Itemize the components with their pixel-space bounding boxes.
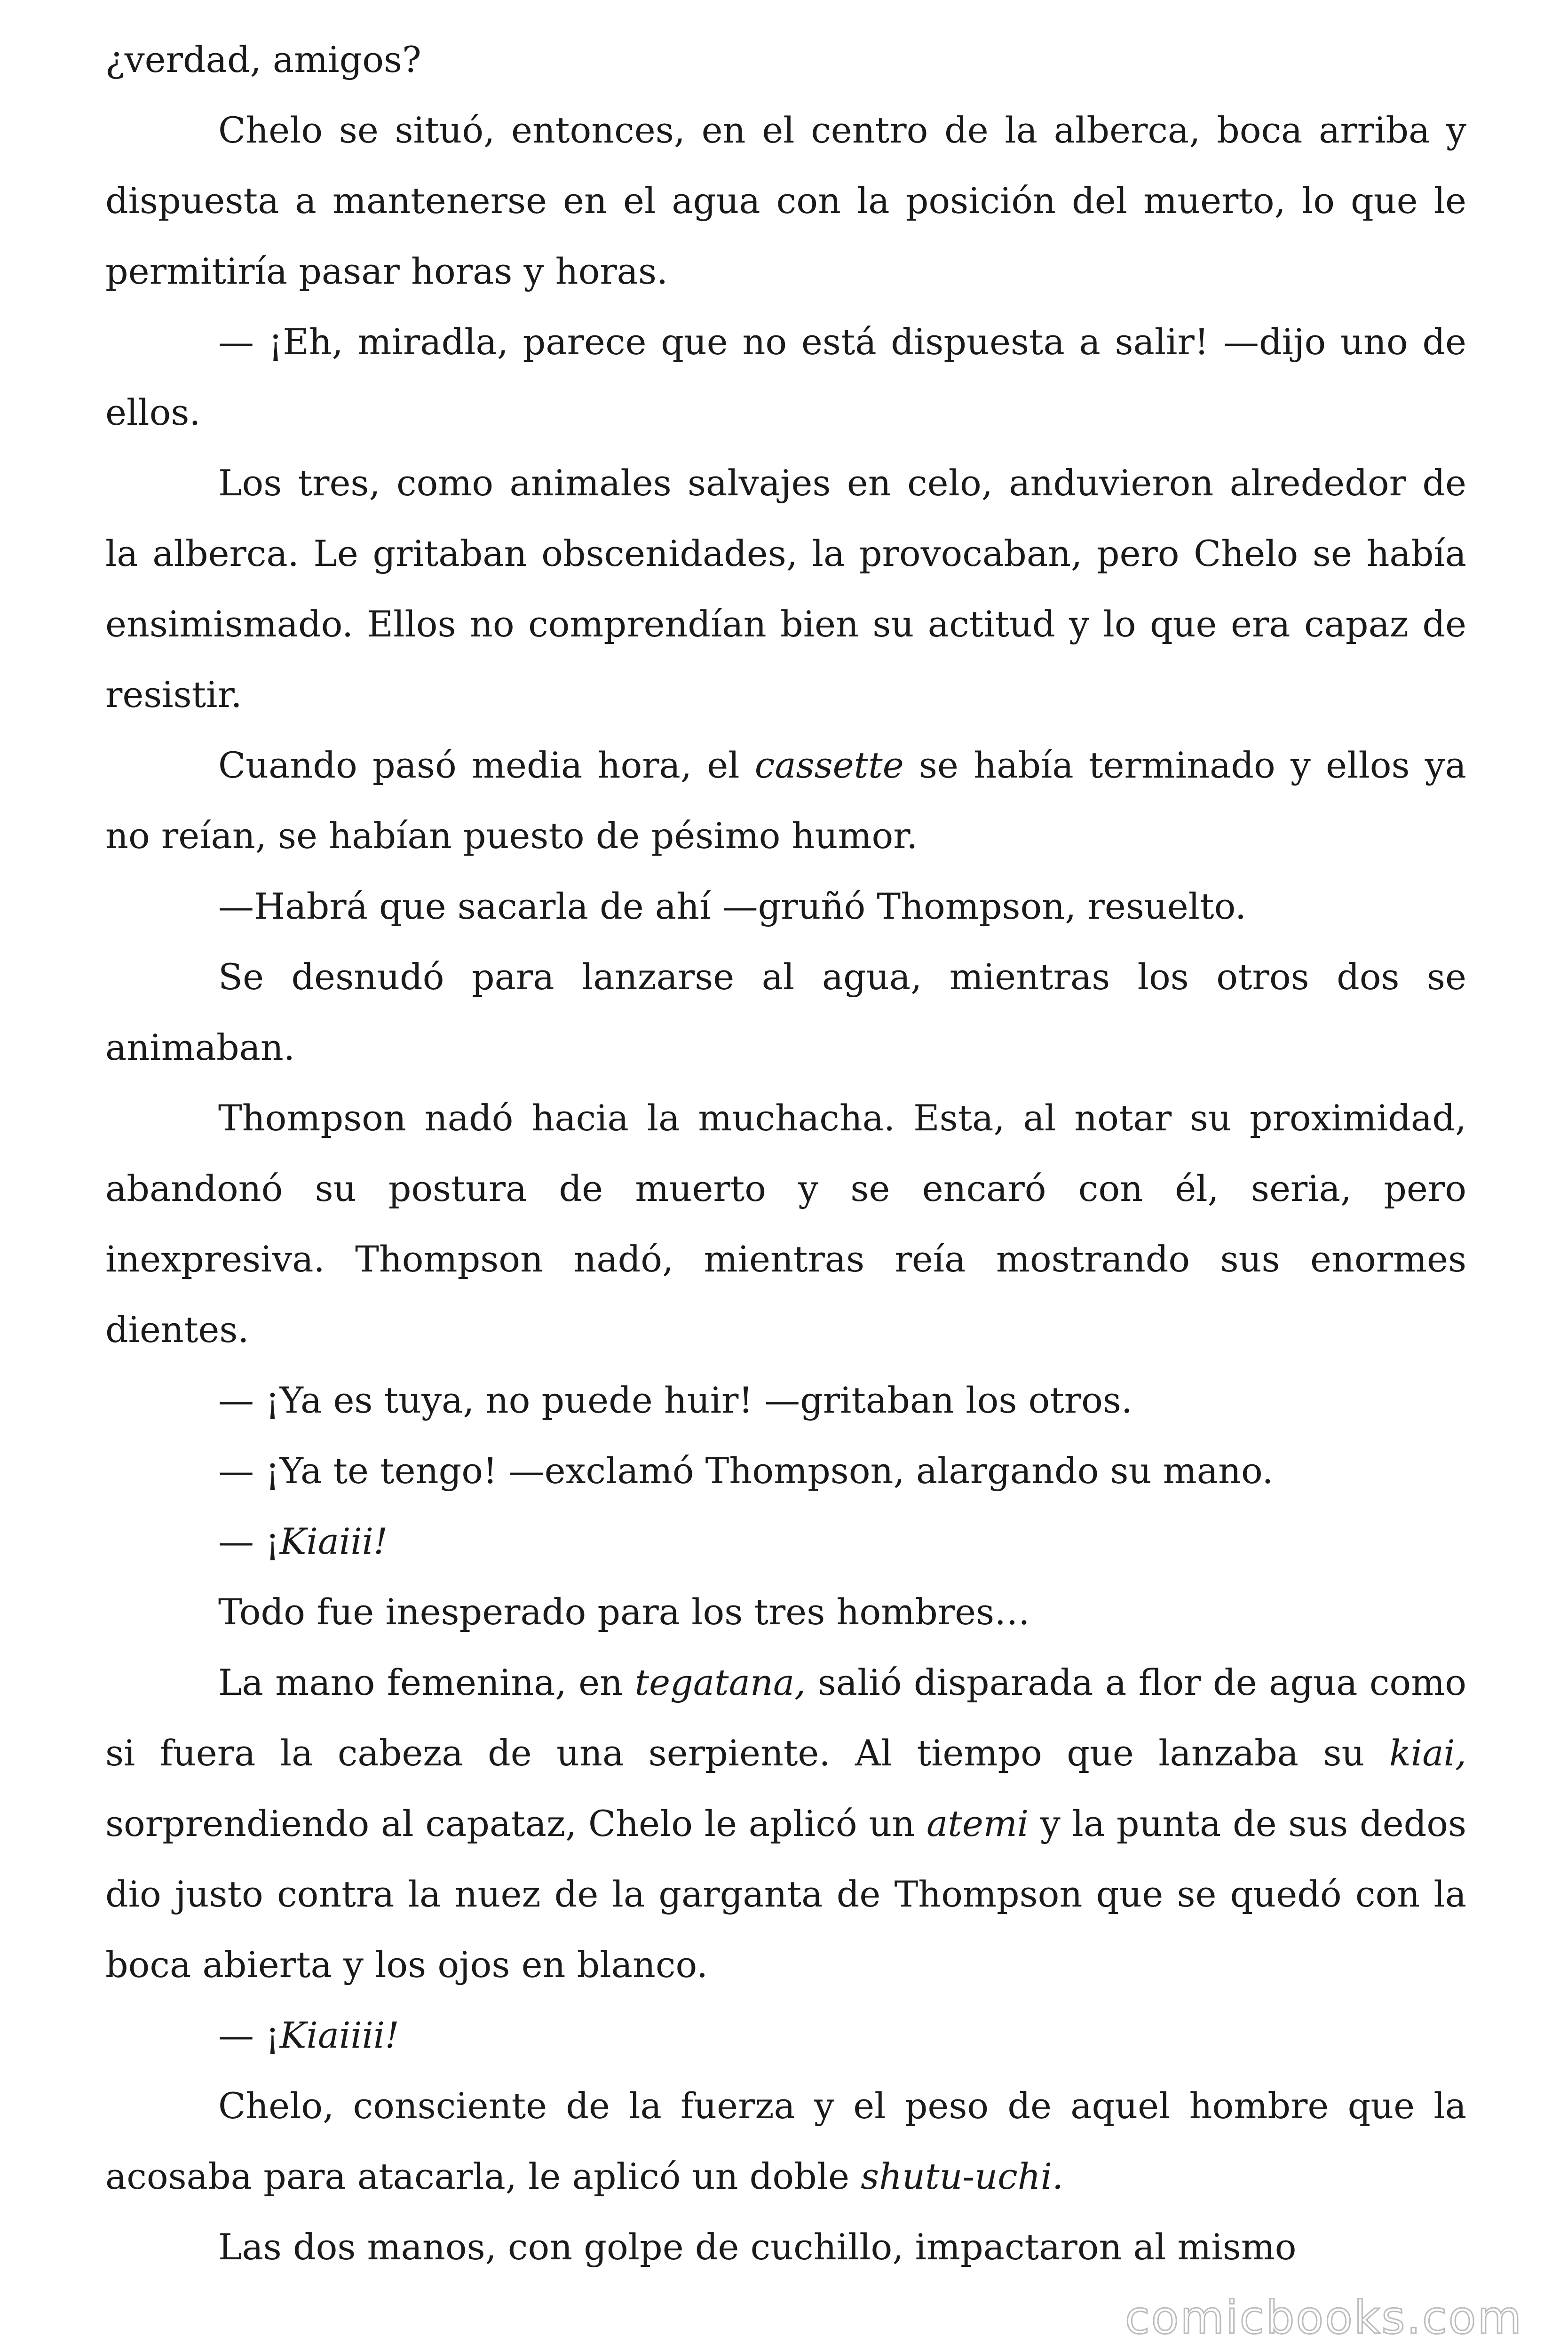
paragraph xyxy=(105,1577,1466,1647)
text-span: — ¡ xyxy=(218,1520,280,1562)
paragraph xyxy=(105,1506,1466,1577)
text-span: — ¡Eh, miradla, parece que no está dispuesta a salir! —dijo uno de ellos. xyxy=(105,321,1466,433)
text-span: Thompson nadó hacia la muchacha. Esta, al notar su proximidad, abandonó su postura de muerto y se encaró con él, seria, pero inexpresiva. Thompson nadó, mientras reía mostrando sus enormes dientes. xyxy=(105,1097,1466,1351)
paragraph xyxy=(105,1647,1466,2000)
paragraph xyxy=(105,2212,1466,2282)
text-span: Chelo, consciente de la fuerza y el peso de aquel hombre que la acosaba para atacarla, le aplicó un doble xyxy=(105,2085,1466,2197)
text-span: Se desnudó para lanzarse al agua, mientras los otros dos se animaban. xyxy=(105,956,1466,1068)
text-span: salió disparada a flor de agua como si fuera la cabeza de una serpiente. Al tiempo que lanzaba su xyxy=(105,1661,1467,1774)
text-span: —Habrá que sacarla de ahí —gruñó Thompson, resuelto. xyxy=(218,885,1247,927)
text-span: y la punta de sus dedos dio justo contra la nuez de la garganta de Thompson que se quedó con la boca abierta y los ojos en blanco. xyxy=(105,1803,1466,1986)
body-text xyxy=(105,24,1466,2282)
paragraph xyxy=(105,95,1466,307)
text-span: ¿verdad, amigos? xyxy=(105,39,421,80)
text-span: La mano femenina, en xyxy=(218,1661,635,1703)
text-span: sorprendiendo al capataz, Chelo le aplicó un xyxy=(105,1803,927,1844)
italic-text-span: shutu-uchi. xyxy=(861,2155,1064,2197)
italic-text-span: kiai, xyxy=(1389,1732,1466,1774)
italic-text-span: cassette xyxy=(754,744,904,786)
paragraph xyxy=(105,2071,1466,2212)
paragraph xyxy=(105,307,1466,448)
text-span: se había terminado y ellos ya no reían, se habían puesto de pésimo humor. xyxy=(105,744,1466,857)
italic-text-span: tegatana, xyxy=(634,1661,806,1703)
paragraph xyxy=(105,871,1466,942)
paragraph xyxy=(105,942,1466,1083)
text-span: Chelo se situó, entonces, en el centro de la alberca, boca arriba y dispuesta a mantenerse en el agua con la posición del muerto, lo que le permitiría pasar horas y horas. xyxy=(105,109,1466,292)
text-span: Cuando pasó media hora, el xyxy=(218,744,755,786)
italic-text-span: atemi xyxy=(926,1803,1029,1844)
paragraph xyxy=(105,1365,1466,1436)
paragraph xyxy=(105,1083,1466,1365)
watermark: comicbooks.com xyxy=(1125,2291,1523,2344)
paragraph xyxy=(105,1436,1466,1506)
text-span: — ¡ xyxy=(218,2014,280,2056)
italic-text-span: Kiaiii! xyxy=(279,1520,388,1562)
text-span: Todo fue inesperado para los tres hombres… xyxy=(218,1591,1030,1633)
italic-text-span: Kiaiiii! xyxy=(279,2014,399,2056)
paragraph xyxy=(105,448,1466,730)
paragraph xyxy=(105,24,1466,95)
paragraph xyxy=(105,730,1466,871)
text-span: — ¡Ya es tuya, no puede huir! —gritaban los otros. xyxy=(218,1379,1133,1421)
text-span: — ¡Ya te tengo! —exclamó Thompson, alargando su mano. xyxy=(218,1450,1274,1492)
paragraph xyxy=(105,2000,1466,2071)
text-span: Los tres, como animales salvajes en celo, anduvieron alrededor de la alberca. Le gritaban obscenidades, la provocaban, pero Chelo se había ensimismado. Ellos no comprendían bien su actitud y lo que era capaz de resistir. xyxy=(105,462,1466,715)
text-span: Las dos manos, con golpe de cuchillo, impactaron al mismo xyxy=(218,2226,1297,2268)
